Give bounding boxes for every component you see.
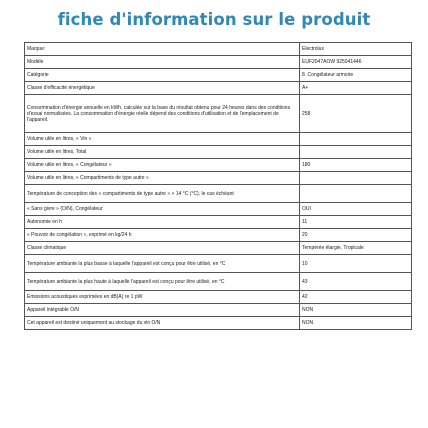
row-label: Température ambiante la plus haute à laquelle l'appareil est conçu pour être utilisé, en °C <box>25 273 300 291</box>
table-row <box>25 133 412 146</box>
row-value: 10 <box>300 255 412 273</box>
table-row <box>25 95 412 133</box>
row-label: Classe climatique <box>25 242 300 255</box>
row-label: Autonomie en h <box>25 216 300 229</box>
row-value <box>300 185 412 203</box>
table-row <box>25 203 412 216</box>
table-row <box>25 185 412 203</box>
row-value: NON <box>300 317 412 330</box>
row-value: Electrolux <box>300 43 412 56</box>
row-label: Consommation d'énergie annuelle en kWh, calculée sur la base du résultat obtenu pour 24 heures dans des conditions d'essai normalisées. La consommation d'énergie réelle dépend des conditions d'utilisation et de l'emplacement de l'appareil. <box>25 95 300 133</box>
row-value: 43 <box>300 273 412 291</box>
row-value: A+ <box>300 82 412 95</box>
table-row <box>25 317 412 330</box>
row-label: Émissions acoustiques exprimées en dB(A) re 1 pW <box>25 291 300 304</box>
row-label: Modèle <box>25 56 300 69</box>
row-value: 258 <box>300 95 412 133</box>
table-row <box>25 242 412 255</box>
table-row <box>25 255 412 273</box>
table-row <box>25 273 412 291</box>
table-row <box>25 216 412 229</box>
row-label: Température ambiante la plus basse à laquelle l'appareil est conçu pour être utilisé, en °C <box>25 255 300 273</box>
row-label: Volume utile en litres, « Vin » <box>25 133 300 146</box>
table-row <box>25 291 412 304</box>
row-label: « Pouvoir de congélation », exprimé en kg/24 h <box>25 229 300 242</box>
row-label: Température de conception des « compartiments de type autre » > 14 °C (°C), le cas échéant <box>25 185 300 203</box>
row-value: 42 <box>300 291 412 304</box>
row-label: Appareil intégrable O/N <box>25 304 300 317</box>
row-label: Catégorie <box>25 69 300 82</box>
table-row <box>25 146 412 159</box>
row-label: Classe d'efficacité énergétique <box>25 82 300 95</box>
row-label: Volume utile en litres, « Congélateur » <box>25 159 300 172</box>
row-value: 180 <box>300 159 412 172</box>
table-row <box>25 229 412 242</box>
table-row <box>25 159 412 172</box>
row-value <box>300 133 412 146</box>
table-row <box>25 43 412 56</box>
page-title: fiche d'information sur le produit <box>57 10 371 29</box>
table-row <box>25 69 412 82</box>
row-value: Tempérée élargie, Tropicale <box>300 242 412 255</box>
row-label: Cet appareil est destiné uniquement au stockage du vin O/N <box>25 317 300 330</box>
row-value: NON <box>300 304 412 317</box>
table-row <box>25 82 412 95</box>
row-value <box>300 146 412 159</box>
row-label: « Sans givre » (O/N), Congélateur <box>25 203 300 216</box>
row-value <box>300 172 412 185</box>
row-value: 20 <box>300 229 412 242</box>
row-label: Volume utile en litres, « Compartiments de type autre » <box>25 172 300 185</box>
table-row <box>25 172 412 185</box>
row-value: 11 <box>300 216 412 229</box>
row-label: Volume utile en litres, Total <box>25 146 300 159</box>
table-row <box>25 304 412 317</box>
row-label: Marque: <box>25 43 300 56</box>
row-value: EUF2047AOW 925041446 <box>300 56 412 69</box>
row-value: OUI <box>300 203 412 216</box>
row-value: 8. Congélateur armoire <box>300 69 412 82</box>
table-row <box>25 56 412 69</box>
product-info-table <box>24 42 412 330</box>
